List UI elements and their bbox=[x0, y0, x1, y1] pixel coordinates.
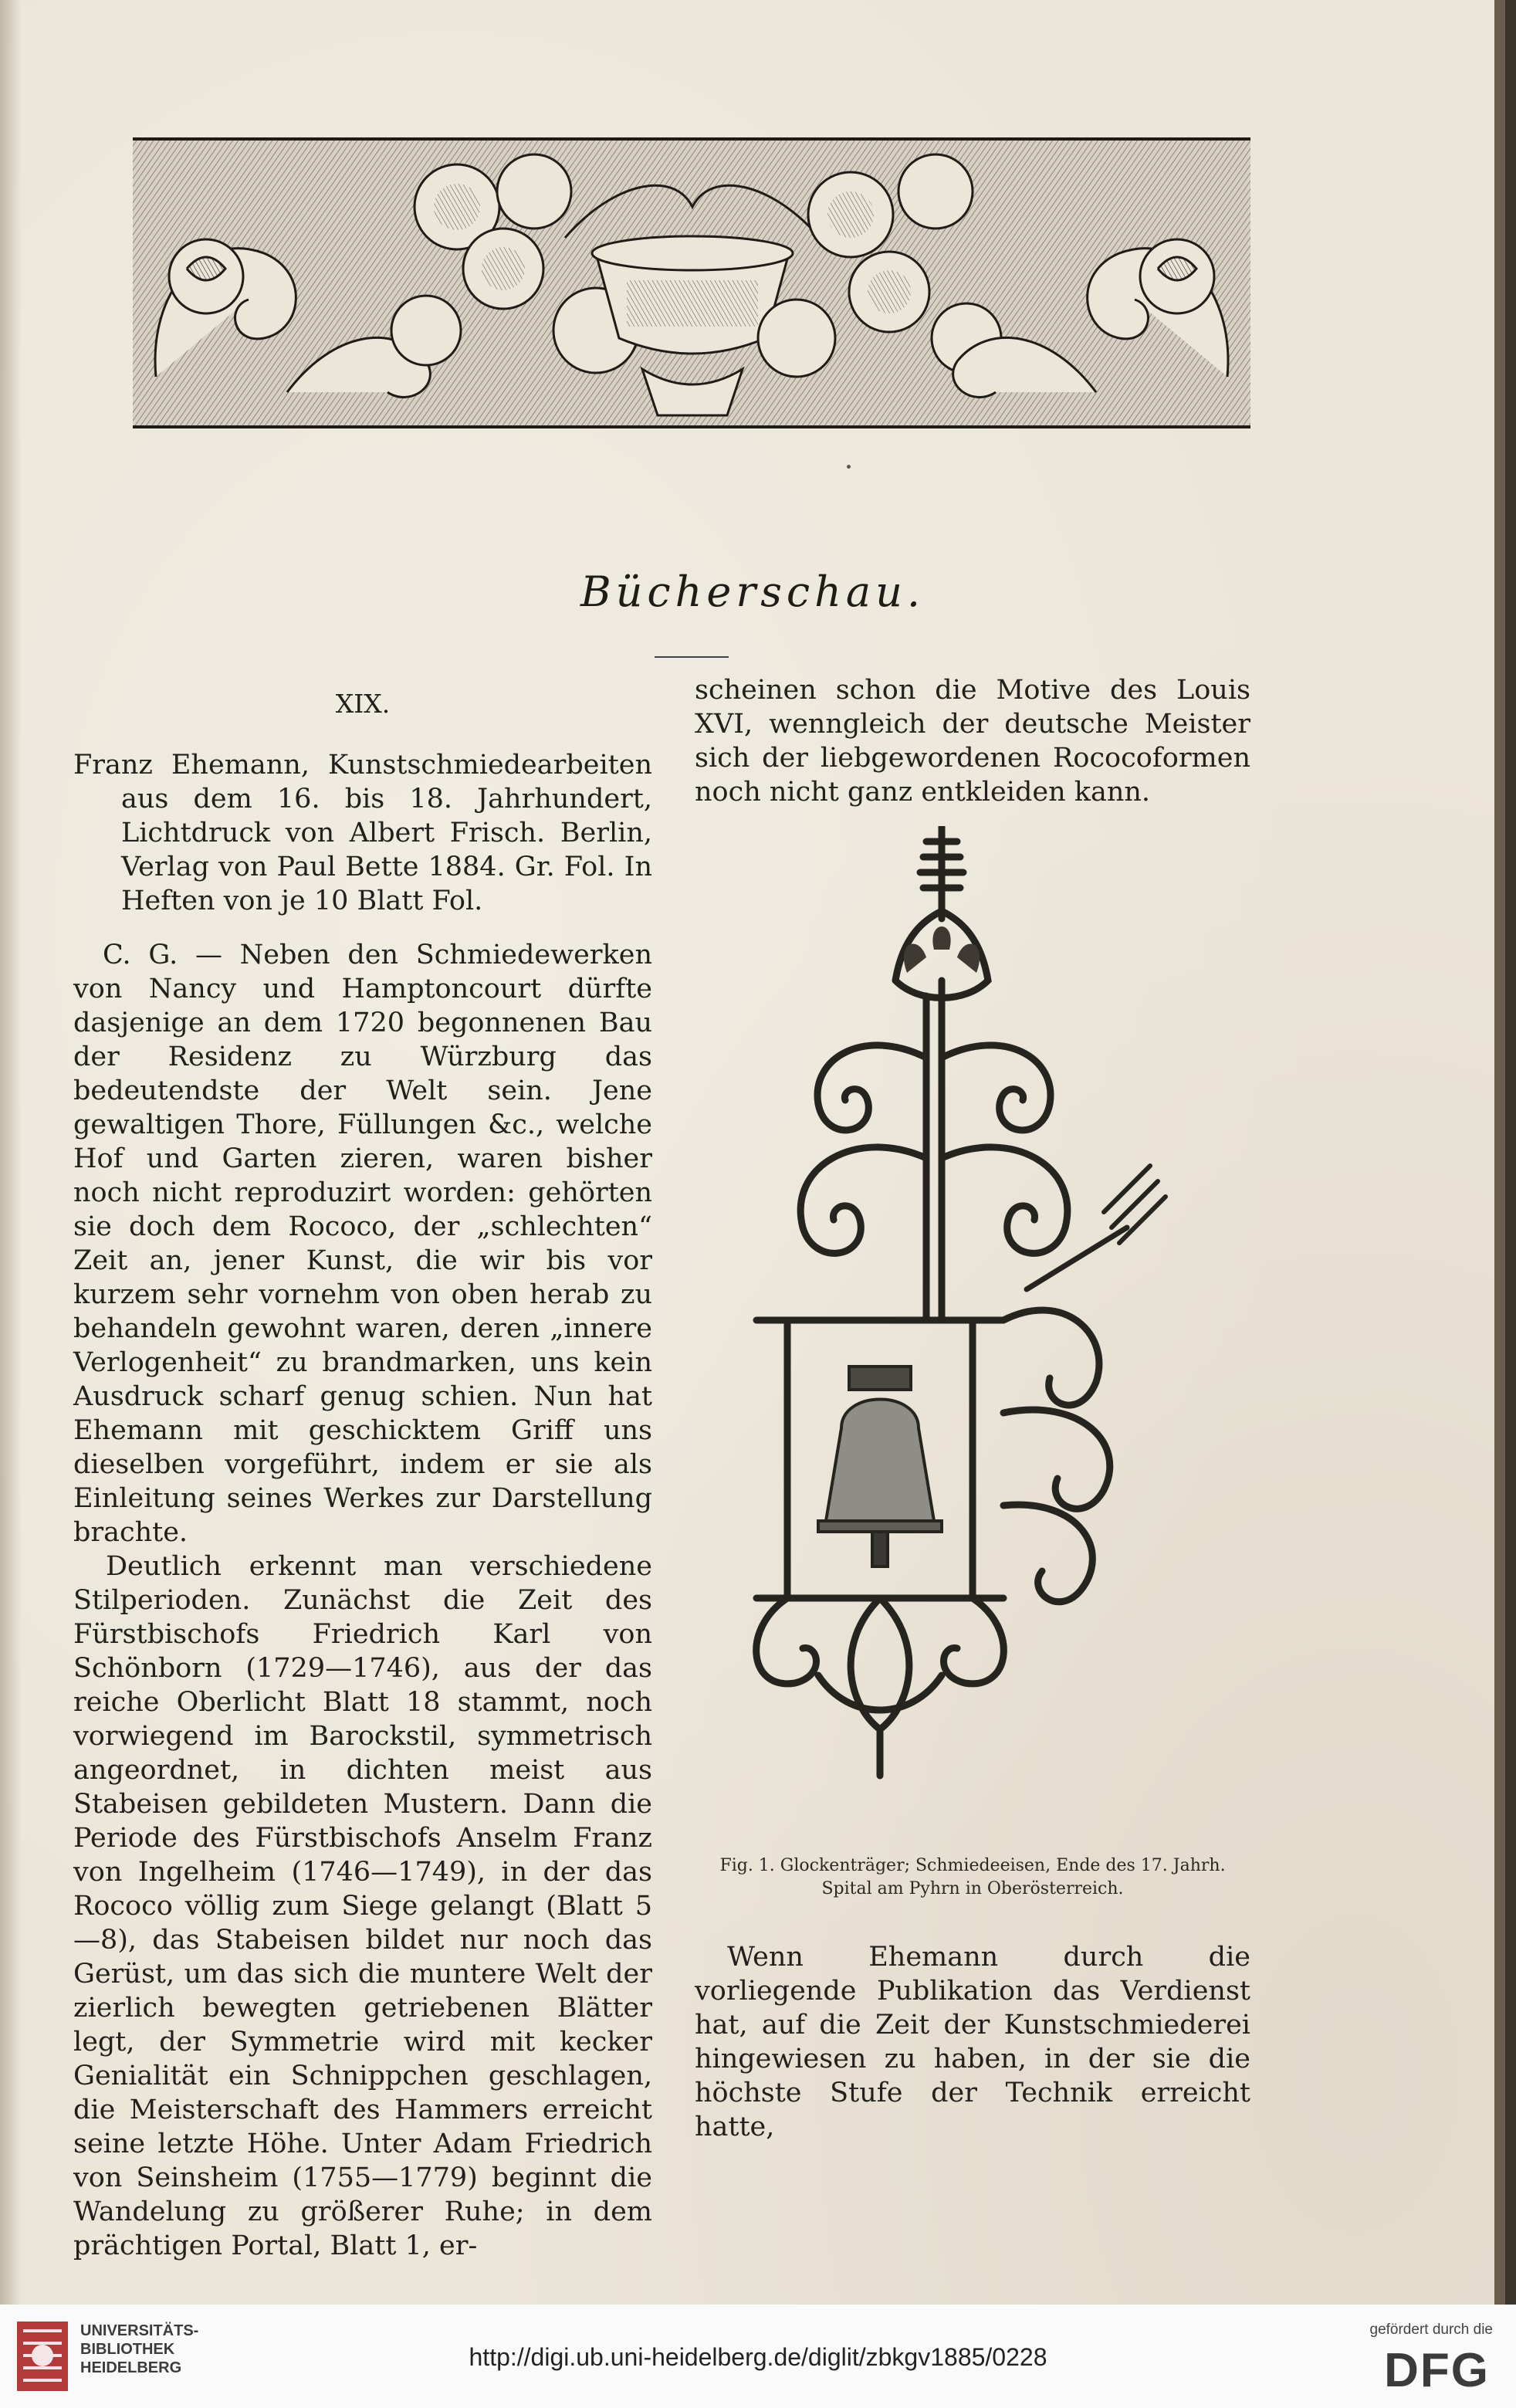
figure-caption bbox=[695, 1854, 1250, 1901]
bell-bracket-illustration bbox=[741, 826, 1281, 1791]
page-edge-strip bbox=[1494, 0, 1505, 2305]
funding-label: gefördert durch die bbox=[1369, 2322, 1493, 2338]
stray-dot bbox=[847, 465, 851, 469]
section-number: XIX. bbox=[335, 689, 391, 719]
library-name-line-2: BIBLIOTHEK bbox=[80, 2341, 175, 2358]
review-paragraph-2: Deutlich erkennt man verschiedene Stilperioden. Zunächst die Zeit des Fürstbischofs Friedrich Karl von Schönborn (1729—1746), aus der das reiche Oberlicht Blatt 18 stammt, noch vorwiegend im Barockstil, symmetrisch angeordnet, in dichten meist aus Stabeisen gebildeten Mustern. Dann die Periode des Fürstbischofs Anselm Franz von Ingelheim (1746—1749), in der das Rococo völlig zum Siege gelangt (Blatt 5—8), das Stabeisen bildet nur noch das Gerüst, um das sich die muntere Welt der zierlich bewegten getriebenen Blätter legt, der Symmetrie wird mit kecker Genialität ein Schnippchen geschlagen, die Meisterschaft des Hammers erreicht seine letzte Höhe. Unter Adam Friedrich von Seinsheim (1755—1779) beginnt die Wandelung zu größerer Ruhe; in dem prächtigen Portal, Blatt 1, er- bbox=[73, 1551, 652, 2261]
review-continuation: scheinen schon die Motive des Louis XVI, wenngleich der deutsche Meister sich der liebgewordenen Rococoformen noch nicht ganz entkleiden kann. bbox=[695, 675, 1250, 808]
left-column bbox=[73, 682, 652, 2263]
permalink-url[interactable]: http://digi.ub.uni-heidelberg.de/diglit/zbkgv1885/0228 bbox=[469, 2343, 1047, 2371]
viewer-footer bbox=[0, 2305, 1516, 2408]
ornamental-header-engraving bbox=[133, 137, 1250, 428]
right-column-top bbox=[695, 673, 1250, 809]
library-name-line-1: UNIVERSITÄTS- bbox=[80, 2322, 199, 2339]
page-edge-shadow bbox=[0, 0, 22, 2305]
review-paragraph-3: Wenn Ehemann durch die vorliegende Publikation das Verdienst hat, auf die Zeit der Kunstschmiederei hingewiesen zu haben, in der sie die höchste Stufe der Technik erreicht hatte, bbox=[695, 1942, 1250, 2142]
title-rule bbox=[655, 656, 729, 658]
funder-logo: DFG bbox=[1384, 2344, 1490, 2397]
caption-line-2: Spital am Pyhrn in Oberösterreich. bbox=[821, 1879, 1124, 1898]
review-paragraph-1: C. G. — Neben den Schmiedewerken von Nancy und Hamptoncourt dürfte dasjenige an dem 1720 begonnenen Bau der Residenz zu Würzburg das bedeutendste der Welt sein. Jene gewaltigen Thore, Füllungen &c., welche Hof und Garten zieren, waren bisher noch nicht reproduzirt worden: gehörten sie doch dem Rococo, der „schlechten“ Zeit an, jener Kunst, die wir bis vor kurzem sehr vornehm von oben herab zu behandeln gewohnt waren, deren „innere Verlogenheit“ zu brandmarken, uns kein Ausdruck scharf genug schien. Nun hat Ehemann mit geschicktem Griff uns dieselben vorgeführt, indem er sie als Einleitung seines Werkes zur Darstellung brachte. bbox=[73, 940, 652, 1548]
right-column-bottom bbox=[695, 1940, 1250, 2144]
library-name-line-3: HEIDELBERG bbox=[80, 2359, 182, 2376]
book-entry: Franz Ehemann, Kunstschmiedearbeiten aus dem 16. bis 18. Jahrhundert, Lichtdruck von Albert Frisch. Berlin, Verlag von Paul Bette 1884. Gr. Fol. In Heften von je 10 Blatt Fol. bbox=[73, 750, 652, 916]
caption-line-1: Fig. 1. Glockenträger; Schmiedeeisen, Ende des 17. Jahrh. bbox=[719, 1856, 1226, 1875]
page-title: Bücherschau. bbox=[580, 567, 926, 616]
